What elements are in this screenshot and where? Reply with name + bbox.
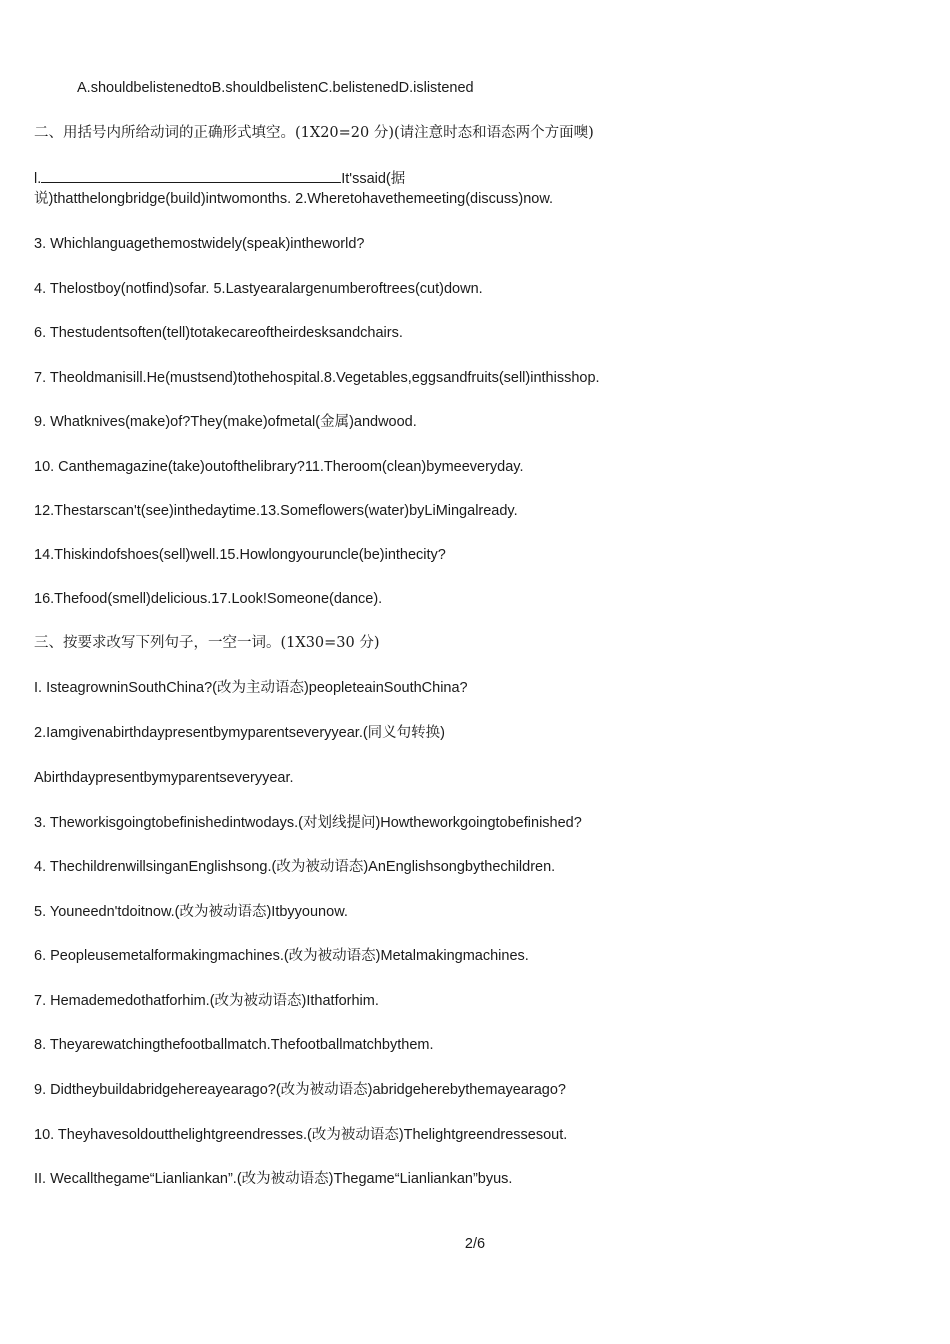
question-1-number: l. — [34, 171, 42, 187]
question-10: 10. Canthemagazine(take)outofthelibrary?11.Theroom(clean)bymeeveryday. — [34, 459, 524, 475]
question-14: 14.Thiskindofshoes(sell)well.15.Howlongyouruncle(be)inthecity? — [34, 547, 446, 563]
question-1 — [34, 168, 405, 189]
section-2-title: 二、用括号内所给动词的正确形式填空。(1X20=20 分)(请注意时态和语态两个方面噢) — [34, 125, 594, 141]
rewrite-8: 8. Theyarewatchingthefootballmatch.Thefootballmatchbythem. — [34, 1037, 434, 1053]
page-number: 2/6 — [464, 1236, 486, 1252]
question-1-text: It'ssaid(据 — [341, 171, 406, 187]
rewrite-3: 3. Theworkisgoingtobefinishedintwodays.(对划线提问)Howtheworkgoingtobefinished? — [34, 815, 582, 831]
rewrite-10: 10. Theyhavesoldoutthelightgreendresses.(改为被动语态)Thelightgreendressesout. — [34, 1127, 568, 1143]
rewrite-7: 7. Hemademedothatforhim.(改为被动语态)Ithatforhim. — [34, 993, 379, 1009]
question-1-continued: 说)thatthelongbridge(build)intwomonths. 2.Wheretohavethemeeting(discuss)now. — [34, 191, 554, 207]
question-9: 9. Whatknives(make)of?They(make)ofmetal(金属)andwood. — [34, 414, 417, 430]
rewrite-2: 2.Iamgivenabirthdaypresentbymyparentseveryyear.(同义句转换) — [34, 725, 445, 741]
rewrite-4: 4. ThechildrenwillsinganEnglishsong.(改为被动语态)AnEnglishsongbythechildren. — [34, 859, 556, 875]
rewrite-5: 5. Youneedn'tdoitnow.(改为被动语态)Itbyyounow. — [34, 904, 348, 920]
question-4: 4. Thelostboy(notfind)sofar. 5.Lastyearalargenumberoftrees(cut)down. — [34, 281, 483, 297]
answer-blank — [41, 168, 341, 183]
rewrite-11: II. Wecallthegame“Lianliankan”.(改为被动语态)Thegame“Lianliankan”byus. — [34, 1171, 513, 1187]
question-3: 3. Whichlanguagethemostwidely(speak)intheworld? — [34, 236, 365, 252]
question-16: 16.Thefood(smell)delicious.17.Look!Someone(dance). — [34, 591, 383, 607]
question-6: 6. Thestudentsoften(tell)totakecareoftheirdesksandchairs. — [34, 325, 403, 341]
rewrite-9: 9. Didtheybuildabridgehereayearago?(改为被动语态)abridgeherebythemayearago? — [34, 1082, 566, 1098]
question-7: 7. Theoldmanisill.He(mustsend)tothehospital.8.Vegetables,eggsandfruits(sell)inthisshop. — [34, 370, 600, 386]
section-3-title: 三、按要求改写下列句子，一空一词。(1X30=30 分) — [34, 635, 380, 651]
rewrite-2-answer: Abirthdaypresentbymyparentseveryyear. — [34, 770, 294, 786]
rewrite-1: I. IsteagrowninSouthChina?(改为主动语态)peopleteainSouthChina? — [34, 680, 468, 696]
rewrite-6: 6. Peopleusemetalformakingmachines.(改为被动语态)Metalmakingmachines. — [34, 948, 529, 964]
question-12: 12.Thestarscan't(see)inthedaytime.13.Someflowers(water)byLiMingalready. — [34, 503, 518, 519]
option-line: A.shouldbelistenedtoB.shouldbelistenC.belistenedD.islistened — [77, 80, 474, 96]
